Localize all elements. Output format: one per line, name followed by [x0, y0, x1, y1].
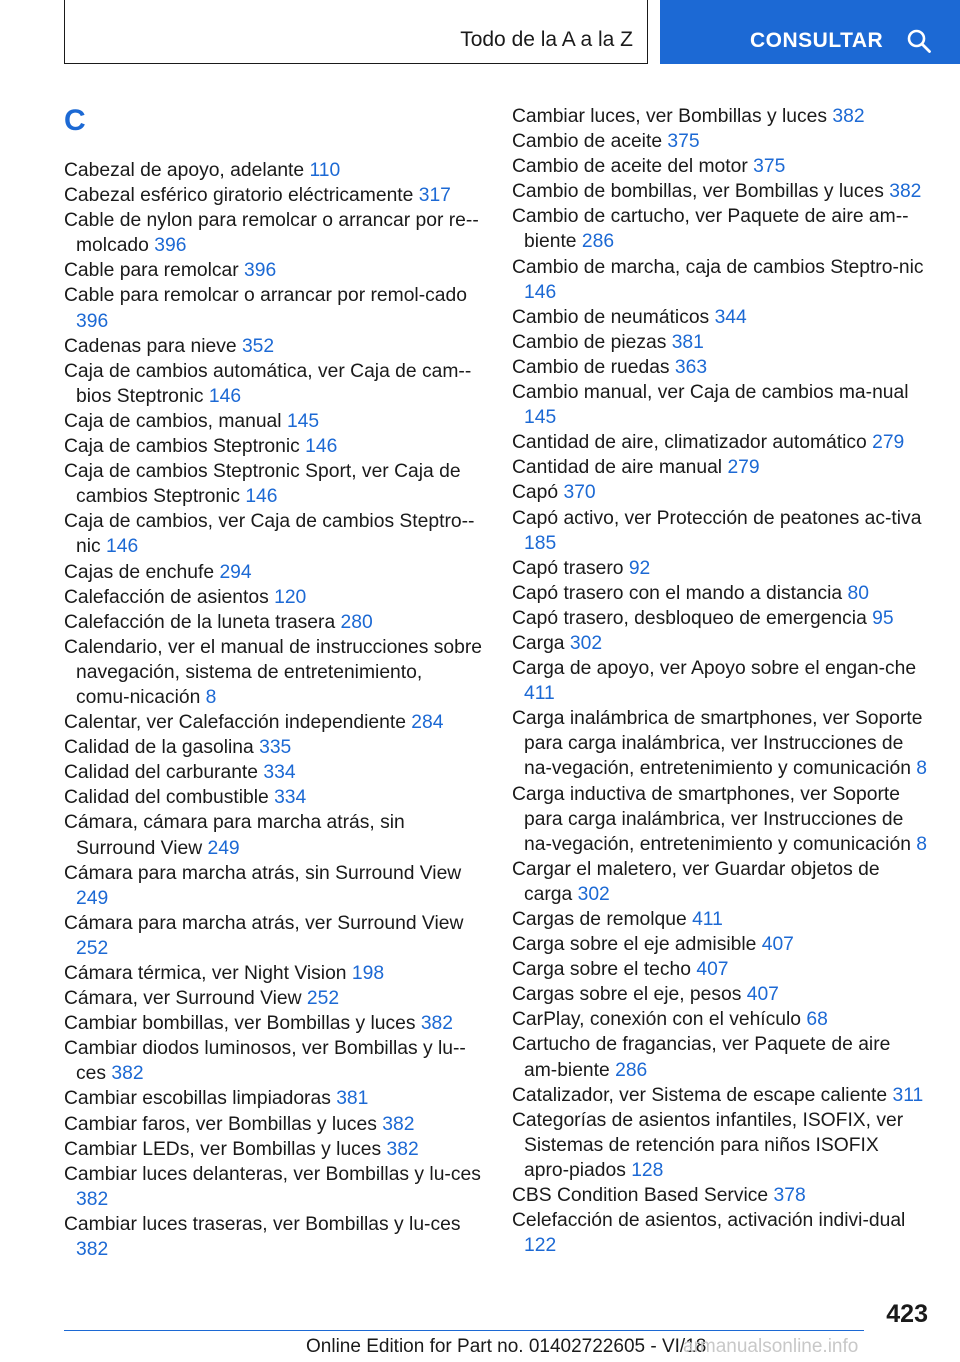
page-link[interactable]: 145 [524, 407, 557, 429]
page-link[interactable]: 185 [524, 532, 557, 554]
index-entry-text: Cambio de ruedas [512, 356, 670, 378]
page-link[interactable]: 375 [667, 131, 700, 153]
index-entry [64, 1137, 484, 1162]
index-entry [64, 359, 484, 409]
page-link[interactable]: 378 [773, 1185, 806, 1207]
index-entry-text: Cambio de neumáticos [512, 306, 710, 328]
index-entry [512, 1083, 932, 1108]
index-entry-text: Cable para remolcar [64, 260, 239, 282]
page-link[interactable]: 120 [274, 586, 307, 608]
page-link[interactable]: 286 [581, 231, 615, 253]
index-entry-text: Cámara, ver Surround View [64, 988, 302, 1010]
index-entry-text: Cargar el maletero, ver Guardar objetos de carga [512, 858, 880, 905]
index-entry-text: Capó [512, 482, 559, 504]
right-entries [512, 104, 932, 1258]
page-link[interactable]: 146 [245, 486, 278, 508]
index-entry-text: Catalizador, ver Sistema de escape caliente [512, 1084, 888, 1106]
index-entry-text: Cambiar faros, ver Bombillas y luces [64, 1113, 377, 1135]
page-link[interactable]: 375 [753, 156, 786, 178]
page-link[interactable]: 252 [76, 937, 109, 959]
index-entry [64, 434, 484, 459]
index-entry-text: Categorías de asientos infantiles, ISOFIX, ver Sistemas de retención para niños ISOFIX apro-piados [512, 1109, 904, 1181]
page-link[interactable]: 249 [76, 887, 109, 909]
index-entry [64, 283, 484, 333]
index-entry-text: Cámara térmica, ver Night Vision [64, 963, 347, 984]
index-entry [64, 334, 484, 359]
index-entry [64, 1112, 484, 1137]
index-entry [64, 861, 484, 911]
index-entry-text: Capó activo, ver Protección de peatones ac-tiva [512, 507, 922, 529]
page-link[interactable]: 302 [577, 883, 610, 905]
page-link[interactable]: 249 [207, 837, 240, 859]
page-link[interactable]: 382 [76, 1239, 109, 1261]
index-entry [512, 982, 932, 1007]
left-entries [64, 158, 484, 1262]
index-entry-text: Capó trasero [512, 557, 624, 579]
header-tab-label: Todo de la A a la Z [460, 28, 633, 51]
index-entry [512, 1032, 932, 1082]
index-entry [64, 961, 484, 986]
index-entry-text: Caja de cambios, manual [64, 410, 282, 432]
page-link[interactable]: 382 [832, 106, 865, 127]
page-link[interactable]: 396 [154, 235, 187, 257]
page-link[interactable]: 407 [696, 959, 729, 981]
index-entry-text: Calidad del carburante [64, 762, 259, 784]
index-entry-text: Caja de cambios automática, ver Caja de cam-bios Steptronic [64, 360, 472, 407]
index-entry-text: Capó trasero con el mando a distancia [512, 582, 843, 604]
page-link[interactable]: 311 [892, 1084, 924, 1106]
index-entry [512, 506, 932, 556]
index-entry-text: Cantidad de aire manual [512, 457, 723, 479]
index-entry-text: Calefacción de asientos [64, 586, 269, 608]
page-link[interactable]: 8 [205, 686, 217, 708]
index-entry [64, 635, 484, 710]
index-entry [512, 606, 932, 631]
index-entry [512, 255, 932, 305]
index-entry [64, 208, 484, 258]
page-link[interactable]: 68 [806, 1009, 828, 1031]
consult-button[interactable] [660, 0, 960, 64]
index-entry [512, 480, 932, 505]
magnifier-icon [906, 28, 932, 54]
index-entry [64, 760, 484, 785]
page-link[interactable]: 352 [241, 335, 275, 357]
page-link[interactable]: 80 [847, 582, 869, 604]
index-entry-text: Cabezal de apoyo, adelante [64, 160, 305, 181]
page-link[interactable]: 128 [631, 1159, 664, 1181]
page-link[interactable]: 382 [889, 181, 922, 203]
index-entry-text: Carga inductiva de smartphones, ver Soporte para carga inalámbrica, ver Instrucciones de na-vegación, entretenimiento y comunicación [512, 783, 911, 855]
page-link[interactable]: 381 [671, 331, 704, 353]
watermark: armanualsonline.info [683, 1336, 859, 1357]
index-entry [512, 782, 932, 857]
page-link[interactable]: 92 [628, 557, 651, 579]
page-link[interactable]: 110 [309, 160, 341, 181]
page-link[interactable]: 382 [76, 1188, 109, 1210]
page-link[interactable]: 382 [420, 1013, 453, 1035]
index-entry-text: Calendario, ver el manual de instrucciones sobre navegación, sistema de entretenimiento, comu-nicación [64, 636, 482, 708]
index-entry-text: Cambio de marcha, caja de cambios Steptro-nic [512, 256, 924, 278]
page-link[interactable]: 382 [386, 1138, 419, 1160]
page-link[interactable]: 317 [418, 185, 451, 207]
index-entry [512, 932, 932, 957]
index-entry [64, 1212, 484, 1262]
page-link[interactable]: 252 [306, 988, 340, 1010]
page-link[interactable]: 381 [336, 1088, 369, 1110]
index-entry [64, 1036, 484, 1086]
index-entry [64, 409, 484, 434]
index-entry [512, 154, 932, 179]
index-entry [512, 204, 932, 254]
index-entry [512, 129, 932, 154]
index-entry-text: Cambio de cartucho, ver Paquete de aire am-biente [512, 206, 909, 253]
footer-edition: Online Edition for Part no. 01402722605 - VI/18 [306, 1336, 707, 1357]
index-entry [64, 911, 484, 961]
index-entry-text: Cambiar luces delanteras, ver Bombillas y lu-ces [64, 1163, 481, 1185]
page-link[interactable]: 370 [563, 482, 596, 504]
page-link[interactable]: 407 [761, 934, 794, 956]
page-link[interactable]: 145 [286, 410, 320, 432]
page-link[interactable]: 407 [746, 984, 779, 1006]
index-entry-text: Caja de cambios, ver Caja de cambios Steptro-nic [64, 511, 475, 558]
index-entry [512, 1208, 932, 1258]
index-entry-text: Carga [512, 632, 565, 654]
page-link[interactable]: 198 [351, 963, 385, 984]
page-link[interactable]: 280 [340, 611, 373, 633]
index-entry-text: Cartucho de fragancias, ver Paquete de aire am-biente [512, 1034, 891, 1081]
index-entry-text: Cadenas para nieve [64, 335, 237, 357]
page-link[interactable]: 396 [76, 310, 109, 332]
index-entry [64, 1011, 484, 1036]
index-entry [64, 158, 484, 183]
index-entry-text: Cambiar luces, ver Bombillas y luces [512, 106, 828, 127]
index-entry [64, 986, 484, 1011]
index-entry-text: Cambiar LEDs, ver Bombillas y luces [64, 1138, 382, 1160]
page-link[interactable]: 286 [615, 1059, 648, 1081]
index-entry-text: Carga inalámbrica de smartphones, ver Soporte para carga inalámbrica, ver Instrucciones de na-vegación, entretenimiento y comunicación [512, 708, 923, 780]
index-entry-text: Cámara, cámara para marcha atrás, sin Surround View [64, 812, 405, 859]
index-entry [64, 560, 484, 585]
page-link[interactable]: 382 [382, 1113, 415, 1135]
index-entry-text: Cambio manual, ver Caja de cambios ma-nual [512, 382, 909, 404]
index-entry [64, 459, 484, 509]
index-entry-text: Calefacción de la luneta trasera [64, 611, 336, 633]
index-entry [64, 1086, 484, 1111]
page-link[interactable]: 284 [411, 712, 444, 734]
page-link[interactable]: 334 [274, 787, 307, 809]
index-entry [512, 104, 932, 129]
page-link[interactable]: 411 [524, 683, 555, 705]
page-link[interactable]: 146 [208, 385, 242, 407]
index-entry [512, 179, 932, 204]
index-entry-text: Cambiar escobillas limpiadoras [64, 1088, 331, 1110]
index-entry-text: Carga sobre el techo [512, 959, 691, 981]
page-link[interactable]: 335 [259, 737, 292, 759]
index-entry-text: Cambio de aceite [512, 131, 663, 153]
index-entry [512, 957, 932, 982]
index-entry [512, 907, 932, 932]
index-entry-text: Cámara para marcha atrás, sin Surround View [64, 862, 462, 884]
index-entry [64, 810, 484, 860]
index-entry [512, 581, 932, 606]
page-link[interactable]: 396 [244, 260, 277, 282]
page-link[interactable]: 8 [916, 758, 928, 780]
page-link[interactable]: 334 [263, 762, 296, 784]
page-link[interactable]: 382 [111, 1063, 144, 1085]
index-entry [64, 785, 484, 810]
index-entry [512, 656, 932, 706]
page-link[interactable]: 363 [674, 356, 708, 378]
page-link[interactable]: 8 [916, 833, 928, 855]
page-link[interactable]: 344 [714, 306, 747, 328]
index-entry-text: Carga sobre el eje admisible [512, 934, 757, 956]
index-entry-text: Cambio de aceite del motor [512, 156, 748, 178]
index-entry-text: Calentar, ver Calefacción independiente [64, 712, 406, 734]
index-entry-text: Celefacción de asientos, activación indivi-dual [512, 1210, 906, 1232]
consult-button-label: CONSULTAR [750, 29, 884, 52]
index-entry [64, 735, 484, 760]
page-link[interactable]: 95 [872, 607, 894, 629]
index-entry [512, 355, 932, 380]
index-entry [512, 430, 932, 455]
index-entry-text: Cargas sobre el eje, pesos [512, 984, 742, 1006]
index-entry [64, 585, 484, 610]
index-entry-text: Capó trasero, desbloqueo de emergencia [512, 607, 867, 629]
index-entry-text: Cable para remolcar o arrancar por remol-cado [64, 285, 467, 307]
index-entry [64, 710, 484, 735]
index-entry [512, 1108, 932, 1183]
index-entry-text: Calidad del combustible [64, 787, 269, 809]
index-entry [64, 183, 484, 208]
page-link[interactable]: 302 [569, 632, 603, 654]
index-entry [512, 455, 932, 480]
section-letter: C [64, 104, 86, 137]
index-entry [512, 556, 932, 581]
page-number: 423 [886, 1300, 928, 1328]
index-entry [64, 509, 484, 559]
index-entry-text: Cambiar bombillas, ver Bombillas y luces [64, 1013, 416, 1035]
index-entry-text: Cabezal esférico giratorio eléctricamente [64, 185, 414, 207]
page-link[interactable]: 146 [524, 281, 557, 303]
index-entry-text: Cambio de bombillas, ver Bombillas y luces [512, 181, 884, 203]
index-entry-text: Carga de apoyo, ver Apoyo sobre el engan-che [512, 658, 917, 680]
page-link[interactable]: 411 [692, 909, 723, 930]
index-column-right [512, 104, 932, 1258]
index-entry [64, 258, 484, 283]
page-link[interactable]: 122 [524, 1235, 557, 1257]
index-entry-text: Caja de cambios Steptronic Sport, ver Caja de cambios Steptronic [64, 461, 461, 508]
index-entry [512, 857, 932, 907]
index-entry-text: Cambiar diodos luminosos, ver Bombillas y lu-ces [64, 1038, 466, 1085]
index-entry-text: Cambiar luces traseras, ver Bombillas y lu-ces [64, 1213, 461, 1235]
page-link[interactable]: 294 [219, 561, 252, 583]
index-entry [512, 631, 932, 656]
header-tab[interactable] [64, 0, 648, 64]
index-entry [64, 610, 484, 635]
index-entry-text: Cámara para marcha atrás, ver Surround View [64, 912, 464, 934]
index-entry-text: CBS Condition Based Service [512, 1185, 769, 1207]
index-entry [512, 1183, 932, 1208]
index-entry [512, 706, 932, 781]
index-entry [512, 1007, 932, 1032]
index-entry-text: CarPlay, conexión con el vehículo [512, 1009, 802, 1031]
index-entry-text: Cargas de remolque [512, 909, 687, 930]
index-entry-text: Cable de nylon para remolcar o arrancar por re-molcado [64, 210, 479, 257]
index-entry-text: Cambio de piezas [512, 331, 667, 353]
footer-rule [64, 1330, 864, 1331]
page-link[interactable]: 279 [727, 457, 760, 479]
index-entry-text: Calidad de la gasolina [64, 737, 254, 759]
index-entry [512, 380, 932, 430]
index-entry [512, 330, 932, 355]
index-column-left [64, 104, 484, 1262]
index-entry-text: Caja de cambios Steptronic [64, 436, 300, 458]
index-entry [512, 305, 932, 330]
index-entry-text: Cantidad de aire, climatizador automático [512, 432, 867, 454]
page-link[interactable]: 279 [872, 432, 905, 454]
index-entry [64, 1162, 484, 1212]
page-link[interactable]: 146 [305, 436, 338, 458]
index-entry-text: Cajas de enchufe [64, 561, 215, 583]
page-link[interactable]: 146 [106, 536, 139, 558]
